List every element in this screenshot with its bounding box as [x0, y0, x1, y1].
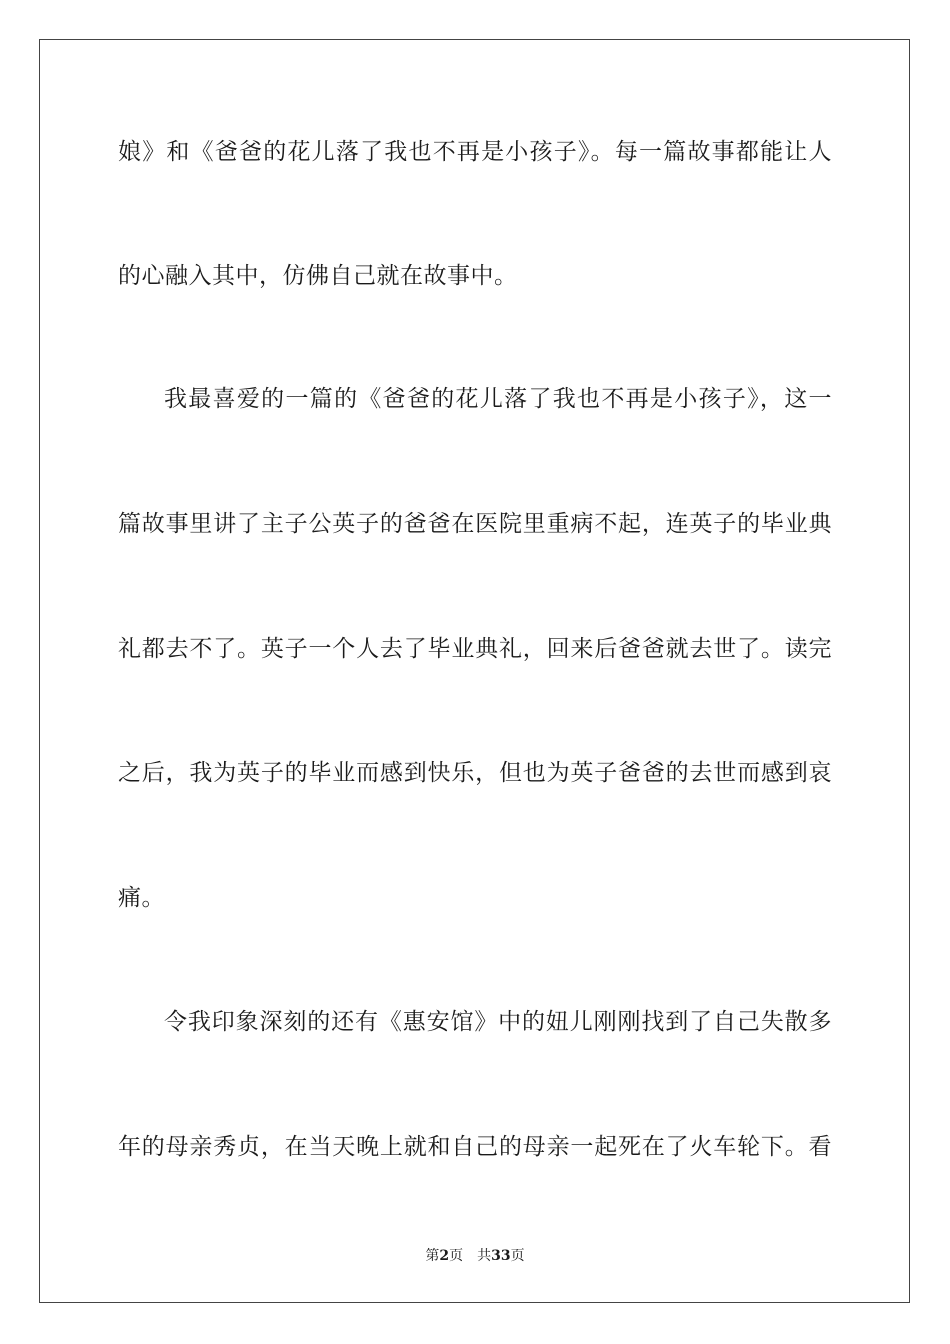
paragraph-start-line: 令我印象深刻的还有《惠安馆》中的妞儿刚刚找到了自己失散多 [164, 1009, 832, 1035]
text-line: 娘》和《爸爸的花儿落了我也不再是小孩子》。每一篇故事都能让人 [118, 139, 832, 165]
text-line: 之后，我为英子的毕业而感到快乐，但也为英子爸爸的去世而感到哀 [118, 760, 832, 786]
page-prefix: 第 [425, 1248, 440, 1264]
text-line: 篇故事里讲了主子公英子的爸爸在医院里重病不起，连英子的毕业典 [118, 511, 832, 537]
text-line: 痛。 [118, 885, 165, 911]
page-border [39, 39, 910, 1303]
page-suffix: 页 [449, 1248, 464, 1264]
total-prefix: 共 [477, 1248, 492, 1264]
page-number: 2 [439, 1248, 450, 1264]
text-line: 的心融入其中，仿佛自己就在故事中。 [118, 263, 518, 289]
text-line: 礼都去不了。英子一个人去了毕业典礼，回来后爸爸就去世了。读完 [118, 636, 832, 662]
text-line: 年的母亲秀贞，在当天晚上就和自己的母亲一起死在了火车轮下。看 [118, 1134, 832, 1160]
paragraph-start-line: 我最喜爱的一篇的《爸爸的花儿落了我也不再是小孩子》，这一 [164, 386, 832, 412]
total-pages: 33 [491, 1248, 511, 1264]
total-suffix: 页 [510, 1248, 525, 1264]
page-footer [0, 1247, 950, 1265]
